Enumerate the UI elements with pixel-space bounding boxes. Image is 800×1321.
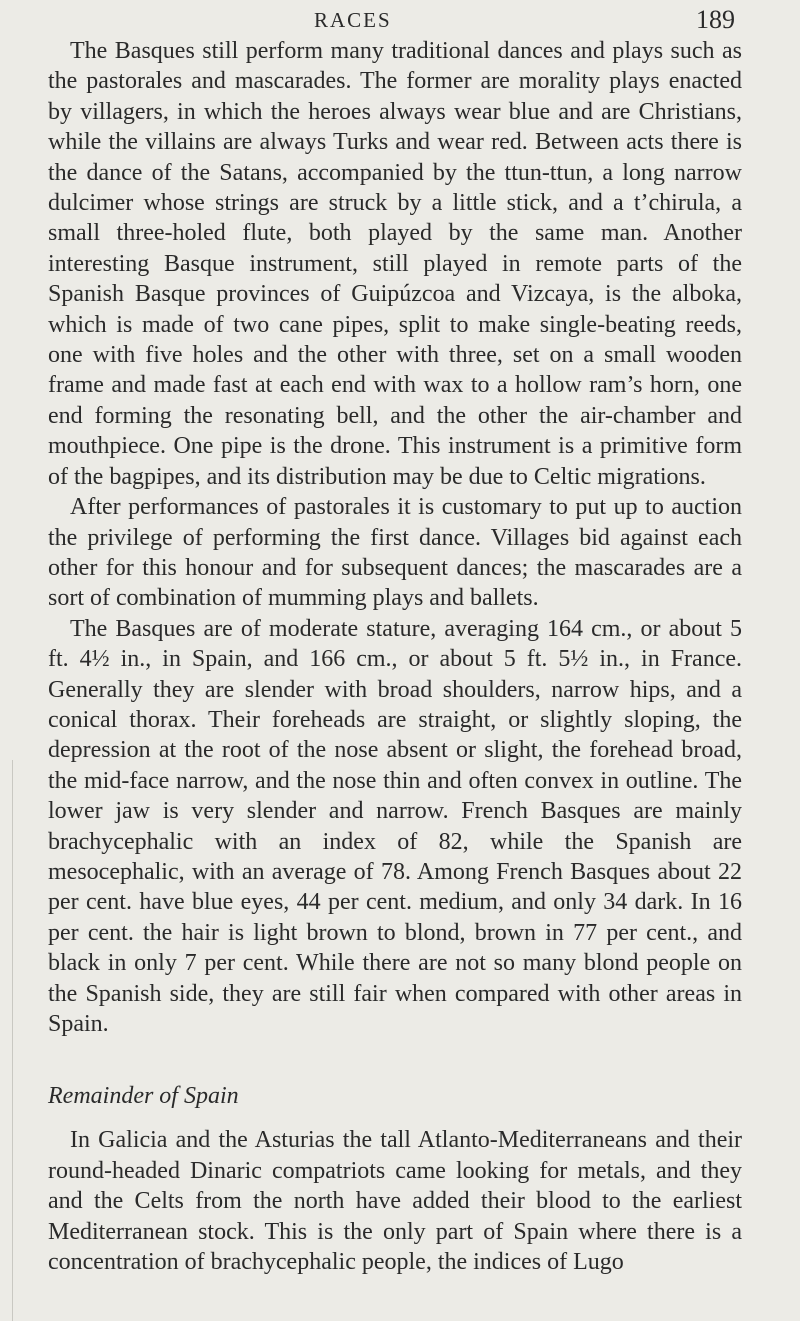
paragraph-galicia-asturias: In Galicia and the Asturias the tall Atlanto-Mediterraneans and their round-headed Dinaric compatriots came looking for metals, and they and the Celts from the north have added their blood to the earliest Mediterranean stock. This is the only part of Spain where there is a concentration of brachycephalic people, the indices of Lugo [48, 1127, 742, 1276]
page-number: 189 [696, 5, 735, 34]
running-header [0, 5, 800, 36]
section-heading: Remainder of Spain [48, 1083, 239, 1110]
page-edge-shadow [12, 760, 13, 1321]
paragraph-basque-dances: The Basques still perform many traditional dances and plays such as the pastorales and mascarades. The former are morality plays enacted by villagers, in which the heroes always wear blue and are Christians, while the villains are always Turks and wear red. Between acts there is the dance of the Satans, accompanied by the ttun-ttun, a long narrow dulcimer whose strings are struck by a little stick, and a t’chirula, a small three-holed flute, both played by the same man. Another interesting Basque instrument, still played in remote parts of the Spanish Basque provinces of Guipúzcoa and Vizcaya, is the alboka, which is made of two cane pipes, split to make single-beating reeds, one with five holes and the other with three, set on a small wooden frame and made fast at each end with wax to a hollow ram’s horn, one end forming the resonating bell, and the other the air-chamber and mouthpiece. One pipe is the drone. This instrument is a primitive form of the bagpipes, and its distribution may be due to Celtic migrations. [48, 38, 742, 490]
paragraph-pastorales-auction: After performances of pastorales it is customary to put up to auction the privilege of performing the first dance. Villages bid against each other for this honour and for subsequent dances; the mascarades are a sort of combination of mumming plays and ballets. [48, 494, 742, 612]
body-text [48, 36, 742, 1277]
paragraph-basque-physique: The Basques are of moderate stature, averaging 164 cm., or about 5 ft. 4½ in., in Spain, and 166 cm., or about 5 ft. 5½ in., in France. Generally they are slender with broad shoulders, narrow hips, and a conical thorax. Their foreheads are straight, or slightly sloping, the depression at the root of the nose absent or slight, the forehead broad, the mid-face narrow, and the nose thin and often convex in outline. The lower jaw is very slender and narrow. French Basques are mainly brachycephalic with an index of 82, while the Spanish are mesocephalic, with an average of 78. Among French Basques about 22 per cent. have blue eyes, 44 per cent. medium, and only 34 dark. In 16 per cent. the hair is light brown to blond, brown in 77 per cent., and black in only 7 per cent. While there are not so many blond people on the Spanish side, they are still fair when compared with other areas in Spain. [48, 615, 742, 1037]
running-title: RACES [314, 8, 392, 32]
